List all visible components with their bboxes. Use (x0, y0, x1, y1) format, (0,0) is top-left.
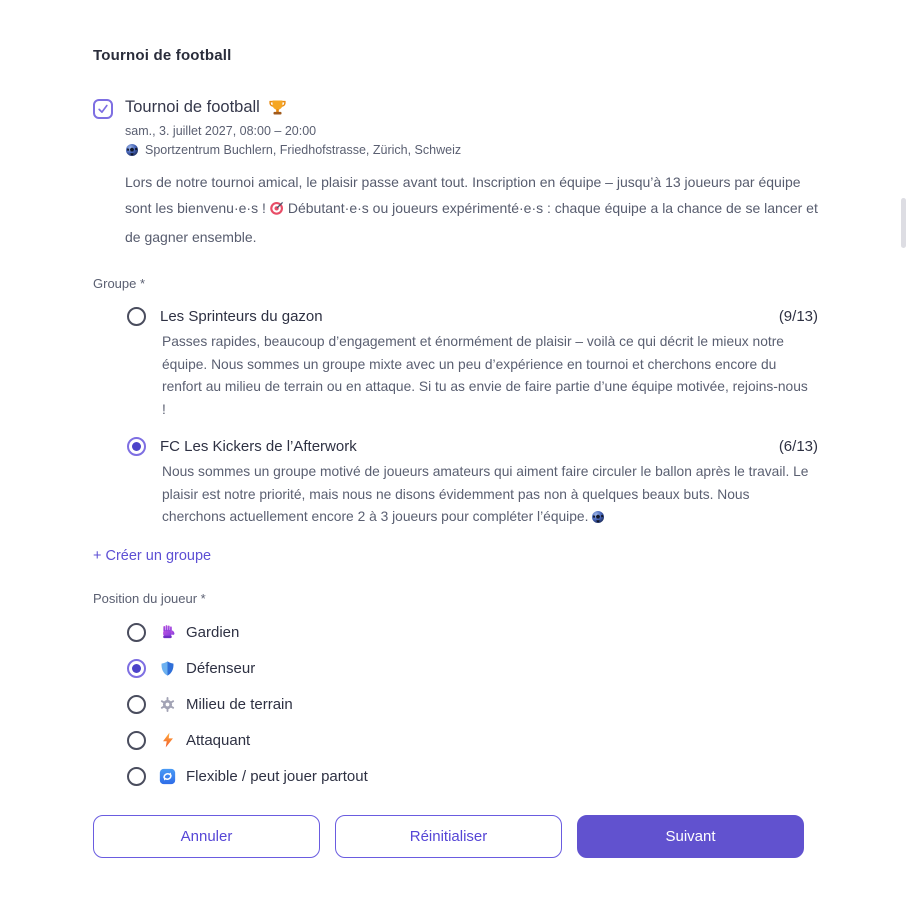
event-title-row (125, 98, 818, 117)
group-option-sprinteurs[interactable] (127, 307, 818, 326)
group-option-description: Passes rapides, beaucoup d’engagement et énormément de plaisir – voilà ce qui décrit le mieux notre équipe. Nous sommes un groupe mixte avec un peu d’expérience en tournoi et cherchons encore du renfort au milieu de terrain ou en attaque. Si tu as envie de faire partie d’une équipe motivée, rejoins-nous ! (162, 334, 808, 417)
group-section-label: Groupe * (93, 276, 146, 291)
checkmark-icon (96, 102, 110, 116)
group-option-count: (6/13) (778, 438, 818, 455)
footer-actions (93, 815, 804, 858)
radio-unselected-icon[interactable] (127, 623, 146, 642)
event-description-part2: Débutant·e·s ou joueurs expérimenté·e·s : chaque équipe a la chance de se lancer et de gagner ensemble. (125, 200, 818, 245)
radio-unselected-icon[interactable] (127, 695, 146, 714)
position-section-label: Position du joueur * (93, 590, 206, 606)
cancel-button[interactable]: Annuler (93, 815, 320, 858)
position-option-defenseur[interactable] (127, 659, 818, 678)
position-option-label: Gardien (186, 623, 240, 641)
position-option-label: Défenseur (186, 659, 256, 677)
group-option-count: (9/13) (778, 308, 818, 325)
group-option-description-text: Nous sommes un groupe motivé de joueurs amateurs qui aiment faire circuler le ballon après le travail. Le plaisir est notre priorité, mais nous ne disons évidemment pas non à quelques beaux buts. Nous cherchons actuellement encore 2 à 3 joueurs pour compléter l’équipe. (162, 464, 809, 524)
position-option-label: Milieu de terrain (186, 695, 293, 713)
radio-selected-icon[interactable] (127, 659, 146, 678)
dart-target-icon (269, 198, 285, 224)
soccer-ball-icon (591, 509, 605, 532)
position-option-flexible[interactable] (127, 767, 818, 786)
radio-unselected-icon[interactable] (127, 307, 146, 326)
soccer-ball-icon (125, 143, 139, 157)
position-option-gardien[interactable] (127, 623, 818, 642)
radio-unselected-icon[interactable] (127, 767, 146, 786)
create-group-link[interactable]: + Créer un groupe (93, 547, 212, 564)
position-option-label: Attaquant (186, 731, 251, 749)
gear-icon (158, 695, 177, 714)
event-location-row (125, 143, 818, 157)
event-description (125, 169, 818, 250)
event-checkbox[interactable] (93, 99, 113, 119)
group-option-name: FC Les Kickers de l’Afterwork (160, 438, 357, 455)
group-option-name: Les Sprinteurs du gazon (160, 308, 323, 325)
radio-unselected-icon[interactable] (127, 731, 146, 750)
trophy-icon (268, 98, 287, 117)
event-datetime: sam., 3. juillet 2027, 08:00 – 20:00 (125, 124, 317, 138)
event-location: Sportzentrum Buchlern, Friedhofstrasse, Zürich, Schweiz (145, 143, 462, 157)
glove-icon (158, 623, 177, 642)
event-header (93, 98, 818, 250)
next-button[interactable]: Suivant (577, 815, 804, 858)
group-option-description (162, 461, 815, 532)
shield-icon (158, 659, 177, 678)
event-body (125, 98, 818, 250)
group-option-kickers[interactable] (127, 437, 818, 456)
event-title: Tournoi de football (125, 98, 260, 116)
lightning-icon (158, 731, 177, 750)
registration-form (93, 47, 818, 786)
position-option-label: Flexible / peut jouer partout (186, 767, 368, 785)
reset-button[interactable]: Réinitialiser (335, 815, 562, 858)
radio-selected-icon[interactable] (127, 437, 146, 456)
event-description-part1: Lors de notre tournoi amical, le plaisir passe avant tout. Inscription en équipe – jusqu’à 13 joueurs par équipe sont les bienvenu·e·s ! (125, 174, 801, 216)
page-title: Tournoi de football (93, 47, 232, 64)
position-option-milieu[interactable] (127, 695, 818, 714)
position-option-attaquant[interactable] (127, 731, 818, 750)
circular-arrows-icon (158, 767, 177, 786)
scrollbar-thumb[interactable] (901, 198, 906, 248)
